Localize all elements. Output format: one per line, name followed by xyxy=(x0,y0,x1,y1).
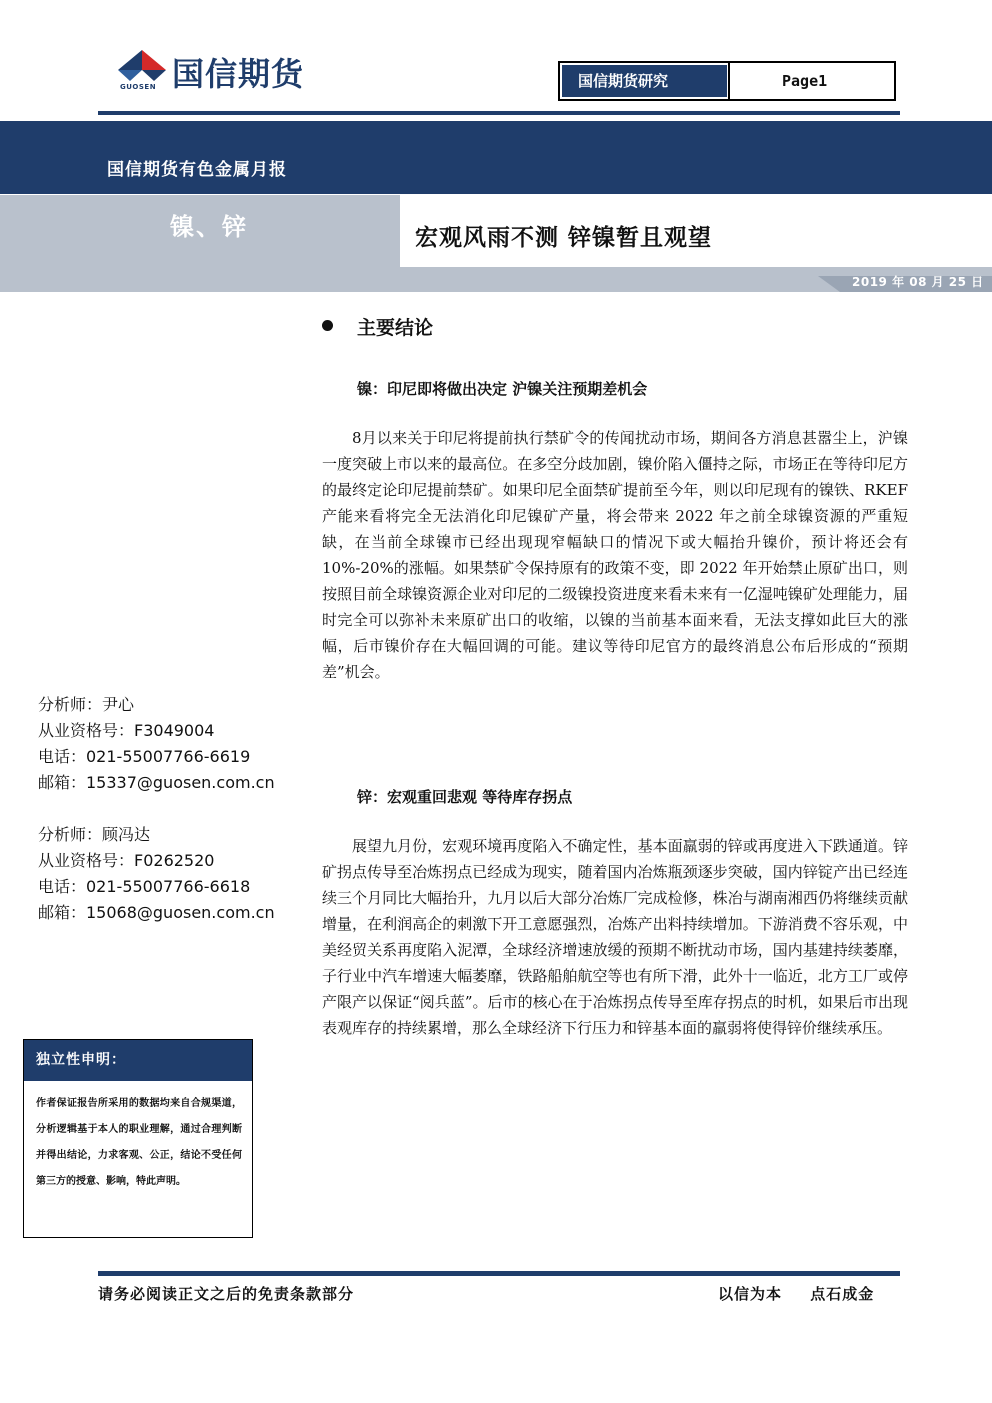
company-logo xyxy=(116,48,356,98)
zinc-paragraph: 展望九月份，宏观环境再度陷入不确定性，基本面羸弱的锌或再度进入下跌通道。锌矿拐点传导至冶炼拐点已经成为现实，随着国内冶炼瓶颈逐步突破，国内锌锭产出已经连续三个月同比大幅抬升，九月以后大部分冶炼厂完成检修，株冶与湖南湘西仍将继续贡献增量，在利润高企的刺激下开工意愿强烈，冶炼产出料持续增加。下游消费不容乐观，中美经贸关系再度陷入泥潭，全球经济增速放缓的预期不断扰动市场，国内基建持续萎靡，子行业中汽车增速大幅萎靡，铁路船舶航空等也有所下滑，此外十一临近，北方工厂或停产限产以保证“阅兵蓝”。后市的核心在于冶炼拐点传导至库存拐点的时机，如果后市出现表观库存的持续累增，那么全球经济下行压力和锌基本面的羸弱将使得锌价继续承压。 xyxy=(322,837,908,1037)
section-title: 主要结论 xyxy=(357,317,434,339)
section-bullet-icon xyxy=(322,320,333,331)
analyst-phone: 电话：021-55007766-6618 xyxy=(38,877,251,896)
page-number: Page1 xyxy=(728,63,894,99)
research-page-box xyxy=(558,61,896,101)
disclaimer-notice: 请务必阅读正文之后的免责条款部分 xyxy=(98,1285,355,1303)
report-title: 国信期货有色金属月报 xyxy=(107,160,287,180)
header-divider xyxy=(98,111,900,115)
nickel-subtitle: 镍：印尼即将做出决定 沪镍关注预期差机会 xyxy=(357,380,648,398)
metals-label: 镍、锌 xyxy=(170,212,248,241)
logo-chinese-text: 国信期货 xyxy=(172,55,305,93)
analyst-name: 分析师：顾冯达 xyxy=(38,825,151,844)
date-strip-shape xyxy=(0,268,992,292)
report-banner xyxy=(0,121,992,194)
independence-statement xyxy=(23,1039,253,1238)
analyst-block-1 xyxy=(38,692,275,796)
zinc-subtitle: 锌：宏观重回悲观 等待库存拐点 xyxy=(357,788,573,806)
analyst-license: 从业资格号：F0262520 xyxy=(38,851,215,870)
headline-box xyxy=(400,195,992,267)
independence-text: 作者保证报告所采用的数据均来自合规渠道，分析逻辑基于本人的职业理解，通过合理判断并得出结论，力求客观、公正，结论不受任何第三方的授意、影响，特此声明。 xyxy=(36,1098,242,1187)
analyst-email[interactable]: 邮箱：15068@guosen.com.cn xyxy=(38,903,275,922)
analyst-email[interactable]: 邮箱：15337@guosen.com.cn xyxy=(38,773,275,792)
nickel-paragraph: 8月以来关于印尼将提前执行禁矿令的传闻扰动市场，期间各方消息甚嚣尘上，沪镍一度突破上市以来的最高位。在多空分歧加剧，镍价陷入僵持之际，市场正在等待印尼方的最终定论印尼提前禁矿。如果印尼全面禁矿提前至今年，则以印尼现有的镍铁、RKEF 产能来看将完全无法消化印尼镍矿产量，将会带来 2022 年之前全球镍资源的严重短缺，在当前全球镍市已经出现现窄幅缺口的情况下或大幅抬升镍价，预计将还会有 10%-20%的涨幅。如果禁矿令保持原有的政策不变，即 2022 年开始禁止原矿出口，则按照目前全球镍资源企业对印尼的二级镍投资进度来看未来有一亿湿吨镍矿处理能力，届时完全可以弥补未来原矿出口的收缩，以镍的当前基本面来看，无法支撑如此巨大的涨幅，后市镍价存在大幅回调的可能。建议等待印尼官方的最终消息公布后形成的“预期差”机会。 xyxy=(322,429,908,681)
analyst-license: 从业资格号：F3049004 xyxy=(38,721,215,740)
research-label: 国信期货研究 xyxy=(562,65,727,97)
independence-title: 独立性申明： xyxy=(24,1040,252,1081)
footer-divider xyxy=(98,1271,900,1276)
report-date: 2019 年 08 月 25 日 xyxy=(852,275,984,289)
logo-english-text: GUOSEN xyxy=(120,83,157,91)
report-headline: 宏观风雨不测 锌镍暂且观望 xyxy=(415,224,713,251)
company-slogan: 以信为本 点石成金 xyxy=(718,1285,875,1303)
analyst-block-2 xyxy=(38,822,275,926)
analyst-phone: 电话：021-55007766-6619 xyxy=(38,747,251,766)
date-strip xyxy=(0,268,992,292)
analyst-name: 分析师：尹心 xyxy=(38,695,135,714)
